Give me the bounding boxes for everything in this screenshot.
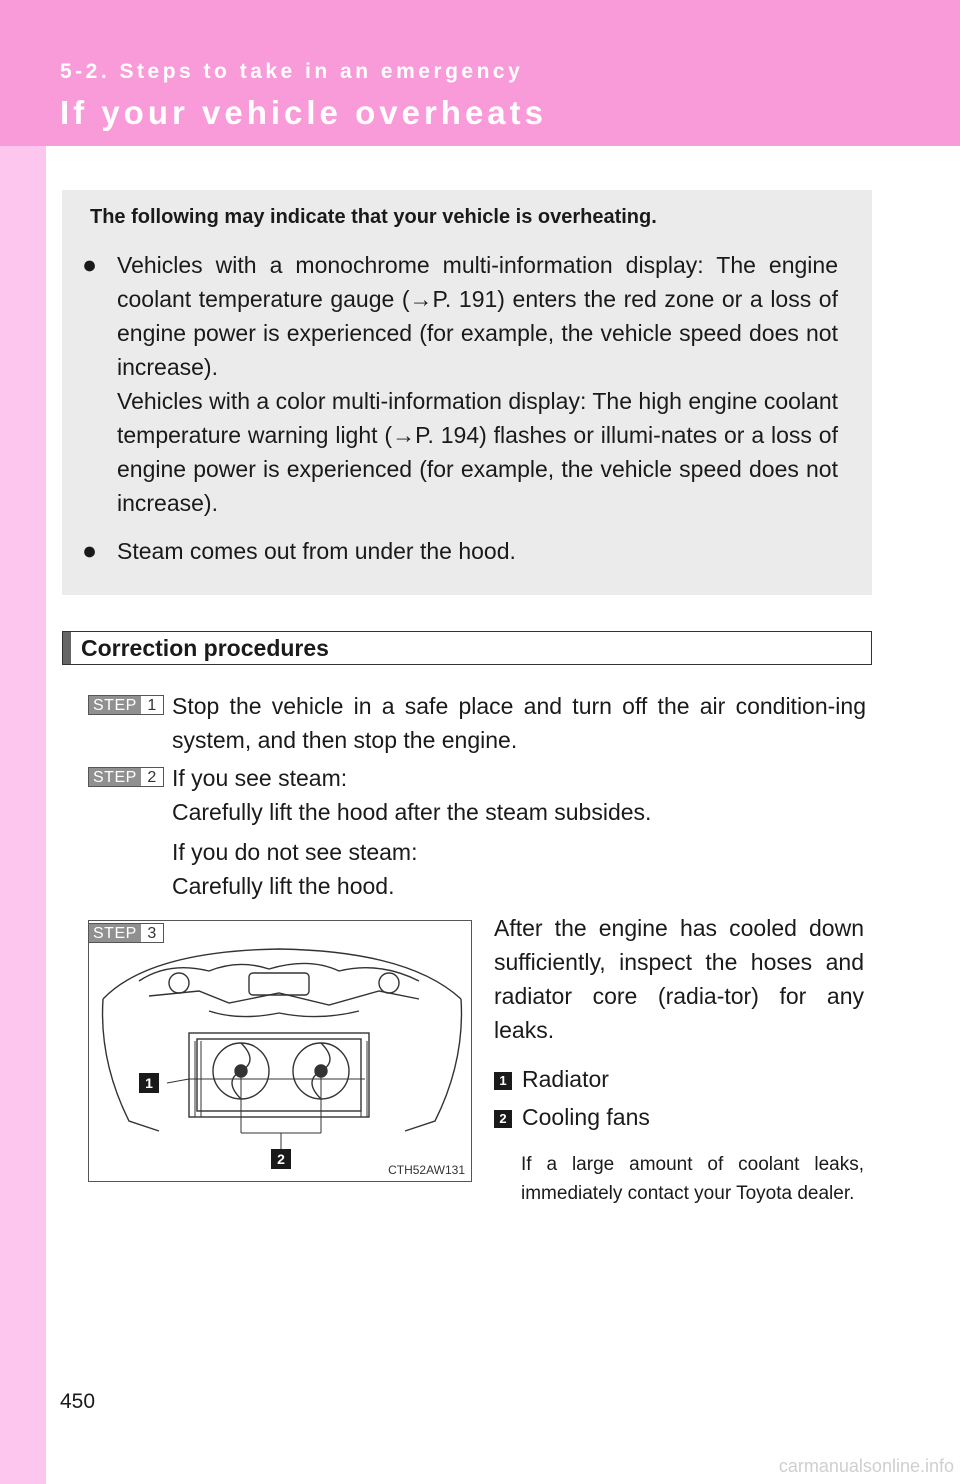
overheating-signs-box xyxy=(62,190,872,595)
page-number: 450 xyxy=(60,1390,96,1413)
page-title: If your vehicle overheats xyxy=(60,94,547,131)
step-3-badge: STEP 3 xyxy=(88,923,164,943)
bullet-text-steam: Steam comes out from under the hood. xyxy=(117,538,516,564)
step-2-text: If you see steam: Carefully lift the hood after the steam subsides. If you do not see steam: Carefully lift the hood. xyxy=(172,765,652,899)
coolant-leak-note: If a large amount of coolant leaks, immediately contact your Toyota dealer. xyxy=(521,1154,864,1204)
callout-2-label: 2 xyxy=(277,1151,285,1167)
heading-label: Correction procedures xyxy=(81,635,329,661)
bullet-text-monochrome: Vehicles with a monochrome multi-information display: The engine coolant temperature gauge (→P. 191) enters the red zone or a loss of engine power is experienced (for example, the vehicle speed does not increase). xyxy=(117,252,838,380)
legend-number-1: 1 xyxy=(494,1072,512,1090)
step-2-badge: STEP 2 xyxy=(88,767,164,787)
radiator-illustration xyxy=(89,921,472,1182)
step-1-badge: STEP 1 xyxy=(88,695,164,715)
page-header xyxy=(0,0,960,146)
bullet-item xyxy=(82,248,838,520)
callout-1-label: 1 xyxy=(145,1075,153,1091)
bullet-text-color: Vehicles with a color multi-information display: The high engine coolant temperature warning light (→P. 194) flashes or illumi-nates or a loss of engine power is experienced (for example, the vehicle speed does not increase). xyxy=(117,388,838,516)
legend-number-2: 2 xyxy=(494,1110,512,1128)
legend-item-cooling-fans: 2 Cooling fans xyxy=(494,1100,650,1134)
correction-procedures-heading xyxy=(62,631,872,665)
engine-bay-figure xyxy=(88,920,472,1182)
info-intro: The following may indicate that your vehicle is overheating. xyxy=(90,206,657,228)
heading-bar xyxy=(63,632,71,664)
page-margin-strip xyxy=(0,0,46,1484)
bullet-icon: ● xyxy=(82,537,98,565)
bullet-icon: ● xyxy=(82,251,98,279)
legend-item-radiator: 1 Radiator xyxy=(494,1062,609,1096)
watermark: carmanualsonline.info xyxy=(778,1456,954,1476)
bullet-item xyxy=(82,534,838,568)
figure-code: CTH52AW131 xyxy=(388,1163,465,1177)
step-1-text: Stop the vehicle in a safe place and turn off the air condition-ing system, and then stop the engine. xyxy=(172,693,866,753)
step-3-text: After the engine has cooled down sufficiently, inspect the hoses and radiator core (radia-tor) for any leaks. xyxy=(494,915,864,1043)
section-label: 5-2. Steps to take in an emergency xyxy=(60,60,524,83)
